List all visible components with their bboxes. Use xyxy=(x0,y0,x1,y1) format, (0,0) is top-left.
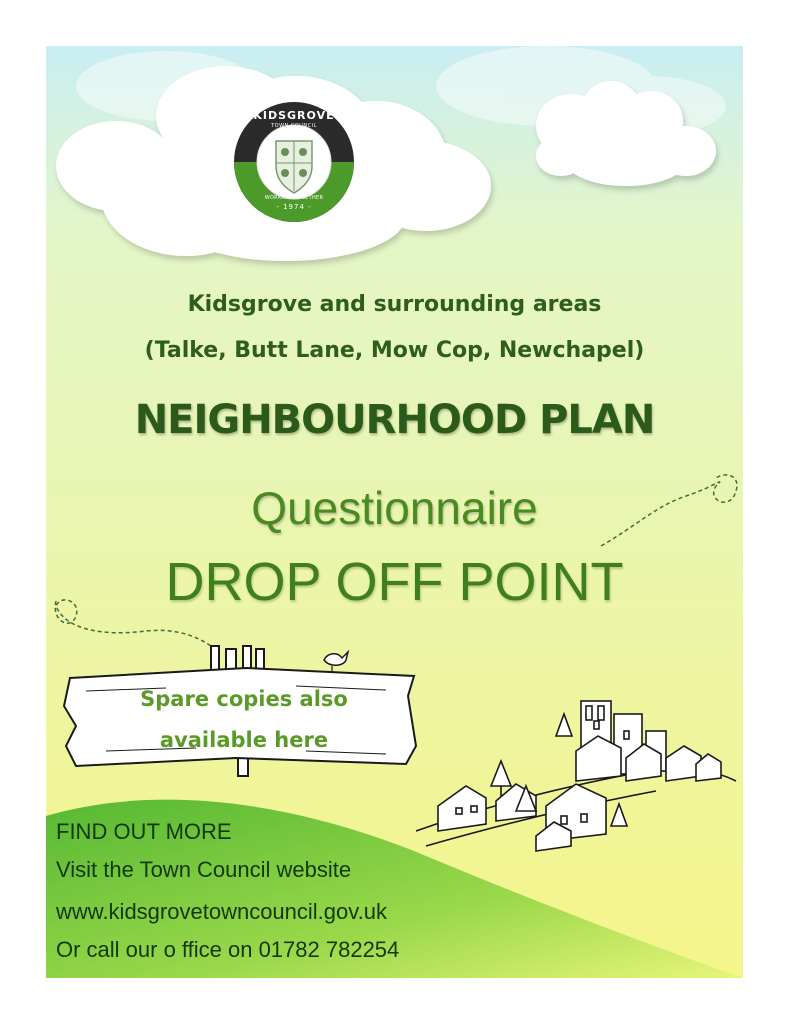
header-line-2: (Talke, Butt Lane, Mow Cop, Newchapel) xyxy=(144,338,645,363)
logo-year: - 1974 - xyxy=(276,203,312,211)
find-out-more-heading: FIND OUT MORE xyxy=(56,819,232,844)
sign-text-line-1: Spare copies also xyxy=(140,687,348,711)
website-link[interactable]: www.kidsgrovetowncouncil.gov.uk xyxy=(56,899,387,924)
page-title: NEIGHBOURHOOD PLAN xyxy=(134,397,655,443)
phone-line: Or call our o ffice on 01782 782254 xyxy=(56,937,400,962)
header-line-1: Kidsgrove and surrounding areas xyxy=(187,292,602,317)
logo-motto: WORKING TOGETHER xyxy=(264,195,324,201)
village-drawing xyxy=(416,701,736,851)
council-logo xyxy=(233,101,355,223)
drop-off-heading: DROP OFF POINT xyxy=(165,552,624,612)
sign-text-line-2: available here xyxy=(159,728,329,752)
logo-subtitle: TOWN COUNCIL xyxy=(271,123,317,129)
info-website-intro: Visit the Town Council website xyxy=(56,857,352,882)
questionnaire-heading: Questionnaire xyxy=(251,482,538,534)
logo-title: KIDSGROVE xyxy=(253,109,335,122)
poster xyxy=(46,46,743,978)
